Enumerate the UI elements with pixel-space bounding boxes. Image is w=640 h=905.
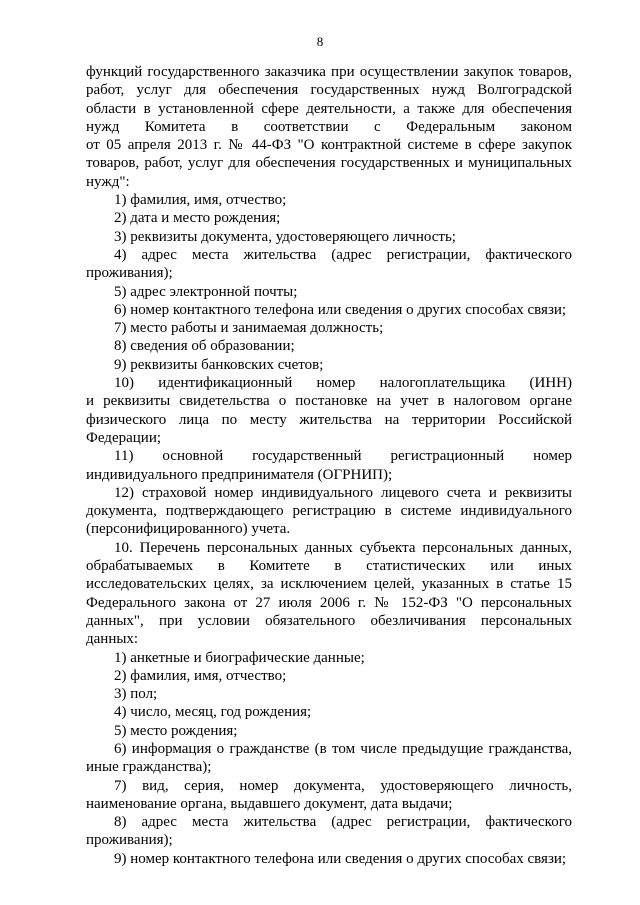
text-line: проживания); <box>86 265 173 282</box>
text-line: области в установленной сфере деятельности, а также для обеспечения <box>86 100 572 117</box>
text-line: 12) страховой номер индивидуального лицевого счета и реквизиты <box>114 484 572 501</box>
text-line: Федерации; <box>86 429 162 446</box>
page-number: 8 <box>316 34 324 49</box>
text-line: обрабатываемых в Комитете в статистических или иных <box>86 558 572 575</box>
text-line: 9) реквизиты банковских счетов; <box>114 356 324 373</box>
text-line: данных", при условии обязательного обезличивания персональных <box>86 612 572 629</box>
text-line: исследовательских целях, за исключением целей, указанных в статье 15 <box>86 576 572 593</box>
text-line: 4) число, месяц, год рождения; <box>114 704 312 721</box>
text-line: иные гражданства); <box>86 759 212 776</box>
text-line: индивидуального предпринимателя (ОГРНИП); <box>86 466 393 483</box>
text-line: физического лица по месту жительства на территории Российской <box>86 411 572 428</box>
text-line: 10) идентификационный номер налогоплательщика (ИНН) <box>114 375 572 392</box>
text-line: нужд": <box>86 173 130 190</box>
text-line: наименование органа, выдавшего документ, дата выдачи; <box>86 795 453 812</box>
text-line: проживания); <box>86 832 173 849</box>
text-line: от 05 апреля 2013 г. № 44-ФЗ "О контрактной системе в сфере закупок <box>86 137 572 154</box>
text-line: 11) основной государственный регистрационный номер <box>114 448 572 465</box>
text-line: 8) сведения об образовании; <box>114 338 295 355</box>
text-line: 10. Перечень персональных данных субъекта персональных данных, <box>114 539 572 556</box>
text-line: товаров, работ, услуг для обеспечения государственных и муниципальных <box>86 155 572 172</box>
text-line: 8) адрес места жительства (адрес регистрации, фактического <box>114 814 572 831</box>
text-line: 3) реквизиты документа, удостоверяющего личность; <box>114 228 456 245</box>
document-body <box>86 63 572 868</box>
text-line: данных: <box>86 631 139 648</box>
text-line: нужд Комитета в соответствии с Федеральным законом <box>86 118 572 135</box>
text-line: 6) номер контактного телефона или сведения о других способах связи; <box>114 301 567 318</box>
text-line: 1) фамилия, имя, отчество; <box>114 192 287 209</box>
text-line: 9) номер контактного телефона или сведения о других способах связи; <box>114 850 567 867</box>
text-line: 7) место работы и занимаемая должность; <box>114 320 384 337</box>
text-line: (персонифицированного) учета. <box>86 521 291 538</box>
text-line: 6) информация о гражданстве (в том числе предыдущие гражданства, <box>114 740 572 757</box>
text-line: 1) анкетные и биографические данные; <box>114 649 365 666</box>
text-line: 5) место рождения; <box>114 722 238 739</box>
text-line: документа, подтверждающего регистрацию в системе индивидуального <box>86 503 572 520</box>
text-line: 3) пол; <box>114 686 158 703</box>
text-line: Федерального закона от 27 июля 2006 г. № 152-ФЗ "О персональных <box>86 594 572 611</box>
text-line: функций государственного заказчика при осуществлении закупок товаров, <box>86 64 572 80</box>
text-line: работ, услуг для обеспечения государственных нужд Волгоградской <box>86 82 572 99</box>
text-line: и реквизиты свидетельства о постановке на учет в налоговом органе <box>86 393 572 410</box>
text-line: 5) адрес электронной почты; <box>114 283 298 300</box>
text-line: 2) дата и место рождения; <box>114 210 281 227</box>
text-line: 2) фамилия, имя, отчество; <box>114 667 287 684</box>
text-line: 7) вид, серия, номер документа, удостоверяющего личность, <box>114 777 572 794</box>
text-line: 4) адрес места жительства (адрес регистрации, фактического <box>114 246 572 263</box>
